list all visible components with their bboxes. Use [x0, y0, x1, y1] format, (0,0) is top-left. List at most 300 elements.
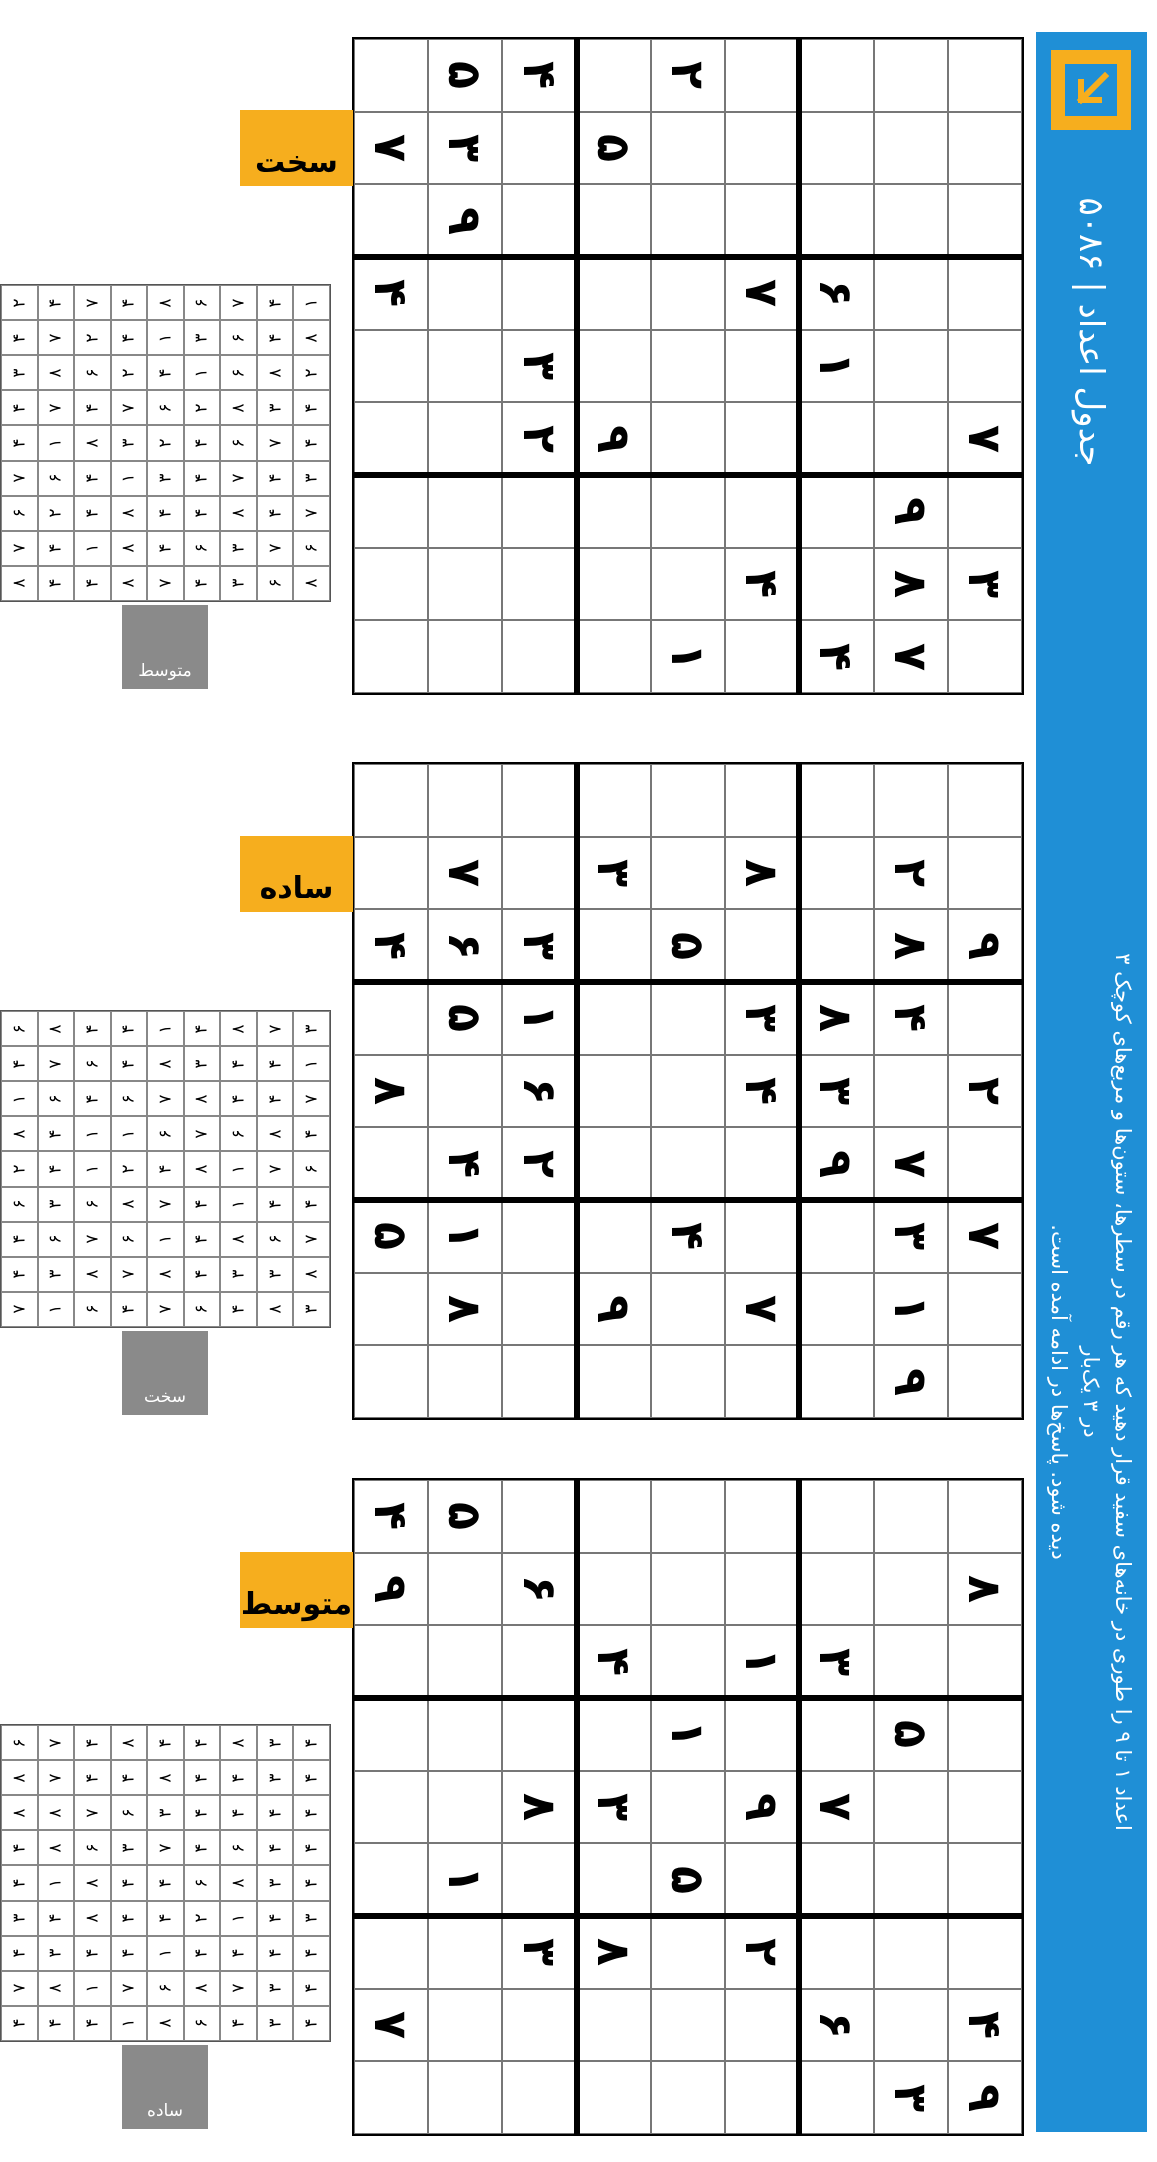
grid-cell[interactable]	[354, 1345, 428, 1418]
grid-cell[interactable]	[428, 1200, 502, 1273]
grid-cell[interactable]	[502, 257, 576, 330]
grid-cell[interactable]	[354, 1989, 428, 2062]
grid-cell[interactable]	[948, 909, 1022, 982]
grid-cell[interactable]	[577, 1771, 651, 1844]
answer-digit: ۱	[82, 1983, 103, 1993]
grid-cell[interactable]	[874, 1200, 948, 1273]
grid-cell[interactable]	[651, 1553, 725, 1626]
grid-cell[interactable]	[799, 1625, 873, 1698]
answer-cell	[147, 1257, 184, 1292]
grid-cell[interactable]	[428, 764, 502, 837]
grid-cell[interactable]	[874, 1480, 948, 1553]
grid-cell[interactable]	[725, 330, 799, 403]
grid-cell[interactable]	[354, 1625, 428, 1698]
grid-cell[interactable]	[651, 1771, 725, 1844]
answer-digit: ۳	[228, 578, 249, 588]
grid-cell[interactable]	[874, 1771, 948, 1844]
answer-digit: ۴	[265, 1094, 286, 1104]
grid-cell[interactable]	[577, 837, 651, 910]
grid-cell[interactable]	[799, 982, 873, 1055]
grid-cell[interactable]	[874, 184, 948, 257]
grid-cell[interactable]	[651, 402, 725, 475]
grid-cell[interactable]	[725, 1055, 799, 1128]
grid-cell[interactable]	[948, 1989, 1022, 2062]
grid-cell[interactable]	[725, 475, 799, 548]
grid-cell[interactable]	[354, 837, 428, 910]
grid-cell[interactable]	[577, 1916, 651, 1989]
grid-cell[interactable]	[577, 184, 651, 257]
grid-cell[interactable]	[577, 1200, 651, 1273]
grid-cell[interactable]	[725, 1200, 799, 1273]
grid-cell[interactable]	[948, 1345, 1022, 1418]
cell-digit: ۷	[883, 1149, 938, 1178]
grid-cell[interactable]	[354, 402, 428, 475]
grid-cell[interactable]	[354, 2061, 428, 2134]
grid-cell[interactable]	[577, 1698, 651, 1771]
grid-cell[interactable]	[651, 2061, 725, 2134]
grid-cell[interactable]	[874, 982, 948, 1055]
grid-cell[interactable]	[428, 1480, 502, 1553]
grid-cell[interactable]	[725, 764, 799, 837]
grid-cell[interactable]	[799, 112, 873, 185]
answer-digit: ۶	[82, 1304, 103, 1314]
grid-cell[interactable]	[502, 982, 576, 1055]
grid-cell[interactable]	[428, 548, 502, 621]
answer-digit: ۲	[45, 508, 66, 518]
grid-cell[interactable]	[874, 1625, 948, 1698]
box-divider	[796, 1480, 802, 2134]
grid-cell[interactable]	[502, 1698, 576, 1771]
grid-cell[interactable]	[428, 1771, 502, 1844]
cell-digit: ۶	[438, 931, 493, 960]
grid-cell[interactable]	[577, 1989, 651, 2062]
answer-cell	[293, 390, 330, 425]
grid-cell[interactable]	[948, 548, 1022, 621]
grid-cell[interactable]	[874, 837, 948, 910]
grid-cell[interactable]	[502, 620, 576, 693]
grid-cell[interactable]	[874, 1916, 948, 1989]
grid-cell[interactable]	[577, 1480, 651, 1553]
grid-cell[interactable]	[354, 1055, 428, 1128]
grid-cell[interactable]	[577, 257, 651, 330]
grid-cell[interactable]	[725, 1273, 799, 1346]
grid-cell[interactable]	[799, 1055, 873, 1128]
answer-digit: ۴	[82, 1948, 103, 1958]
grid-cell[interactable]	[725, 909, 799, 982]
grid-cell[interactable]	[577, 1843, 651, 1916]
answer-digit: ۳	[265, 1878, 286, 1888]
grid-cell[interactable]	[502, 39, 576, 112]
grid-cell[interactable]	[354, 548, 428, 621]
grid-cell[interactable]	[502, 837, 576, 910]
grid-cell[interactable]	[725, 1127, 799, 1200]
grid-cell[interactable]	[651, 909, 725, 982]
grid-cell[interactable]	[725, 2061, 799, 2134]
grid-cell[interactable]	[651, 112, 725, 185]
grid-cell[interactable]	[948, 764, 1022, 837]
grid-cell[interactable]	[725, 1916, 799, 1989]
grid-cell[interactable]	[502, 2061, 576, 2134]
cell-digit: ۷	[957, 424, 1012, 453]
sudoku-grid-easy	[352, 762, 1024, 1420]
answer-digit: ۱	[82, 1164, 103, 1174]
grid-cell[interactable]	[577, 982, 651, 1055]
answer-cell	[293, 1971, 330, 2006]
grid-cell[interactable]	[725, 1553, 799, 1626]
grid-cell[interactable]	[874, 1127, 948, 1200]
grid-cell[interactable]	[428, 1273, 502, 1346]
grid-cell[interactable]	[948, 475, 1022, 548]
grid-cell[interactable]	[725, 402, 799, 475]
grid-cell[interactable]	[799, 1843, 873, 1916]
grid-cell[interactable]	[428, 330, 502, 403]
grid-cell[interactable]	[948, 330, 1022, 403]
grid-cell[interactable]	[948, 1625, 1022, 1698]
grid-cell[interactable]	[948, 402, 1022, 475]
grid-cell[interactable]	[948, 257, 1022, 330]
grid-cell[interactable]	[651, 330, 725, 403]
grid-cell[interactable]	[577, 1273, 651, 1346]
answer-cell	[220, 1257, 257, 1292]
grid-cell[interactable]	[577, 112, 651, 185]
grid-cell[interactable]	[948, 39, 1022, 112]
grid-cell[interactable]	[502, 1989, 576, 2062]
grid-cell[interactable]	[725, 112, 799, 185]
grid-cell[interactable]	[874, 112, 948, 185]
grid-cell[interactable]	[502, 1625, 576, 1698]
grid-cell[interactable]	[651, 257, 725, 330]
grid-cell[interactable]	[874, 909, 948, 982]
grid-cell[interactable]	[725, 1345, 799, 1418]
answer-cell	[293, 1081, 330, 1116]
grid-cell[interactable]	[502, 1553, 576, 1626]
answer-cell	[111, 285, 148, 320]
grid-cell[interactable]	[502, 1480, 576, 1553]
grid-cell[interactable]	[725, 548, 799, 621]
grid-cell[interactable]	[948, 620, 1022, 693]
grid-cell[interactable]	[799, 330, 873, 403]
answer-cell	[293, 1795, 330, 1830]
grid-cell[interactable]	[651, 1625, 725, 1698]
grid-cell[interactable]	[354, 1553, 428, 1626]
grid-cell[interactable]	[874, 620, 948, 693]
grid-cell[interactable]	[799, 402, 873, 475]
answer-cell	[220, 2006, 257, 2041]
cell-digit: ۵	[586, 133, 641, 163]
grid-cell[interactable]	[502, 1200, 576, 1273]
grid-cell[interactable]	[354, 1480, 428, 1553]
answer-cell	[147, 1830, 184, 1865]
grid-cell[interactable]	[577, 1553, 651, 1626]
grid-cell[interactable]	[428, 1055, 502, 1128]
grid-cell[interactable]	[651, 837, 725, 910]
grid-cell[interactable]	[948, 1843, 1022, 1916]
grid-cell[interactable]	[428, 982, 502, 1055]
grid-cell[interactable]	[428, 1698, 502, 1771]
answer-cell	[220, 1901, 257, 1936]
grid-cell[interactable]	[725, 1480, 799, 1553]
grid-cell[interactable]	[799, 1200, 873, 1273]
grid-cell[interactable]	[577, 1055, 651, 1128]
grid-cell[interactable]	[577, 909, 651, 982]
answer-digit: ۶	[9, 1199, 30, 1209]
cell-digit: ۱	[883, 1294, 938, 1324]
grid-cell[interactable]	[651, 1055, 725, 1128]
grid-cell[interactable]	[948, 837, 1022, 910]
answer-cell	[74, 320, 111, 355]
grid-cell[interactable]	[428, 1553, 502, 1626]
grid-cell[interactable]	[354, 982, 428, 1055]
grid-cell[interactable]	[502, 184, 576, 257]
answer-cell	[293, 461, 330, 496]
answer-digit: ۴	[9, 1948, 30, 1958]
grid-cell[interactable]	[799, 39, 873, 112]
grid-cell[interactable]	[502, 1345, 576, 1418]
grid-cell[interactable]	[428, 1625, 502, 1698]
grid-cell[interactable]	[651, 1480, 725, 1553]
answer-cell	[257, 2006, 294, 2041]
grid-cell[interactable]	[502, 112, 576, 185]
grid-cell[interactable]	[428, 1916, 502, 1989]
grid-cell[interactable]	[354, 1127, 428, 1200]
grid-cell[interactable]	[577, 548, 651, 621]
grid-cell[interactable]	[874, 1055, 948, 1128]
grid-cell[interactable]	[428, 402, 502, 475]
grid-cell[interactable]	[428, 909, 502, 982]
grid-cell[interactable]	[874, 1553, 948, 1626]
grid-cell[interactable]	[948, 184, 1022, 257]
grid-cell[interactable]	[799, 837, 873, 910]
grid-cell[interactable]	[651, 1916, 725, 1989]
grid-cell[interactable]	[948, 1200, 1022, 1273]
grid-cell[interactable]	[725, 1989, 799, 2062]
grid-cell[interactable]	[874, 1698, 948, 1771]
grid-cell[interactable]	[428, 620, 502, 693]
grid-cell[interactable]	[948, 1480, 1022, 1553]
grid-cell[interactable]	[799, 909, 873, 982]
grid-cell[interactable]	[502, 330, 576, 403]
grid-cell[interactable]	[651, 1273, 725, 1346]
answer-digit: ۴	[301, 2018, 322, 2028]
grid-cell[interactable]	[874, 257, 948, 330]
grid-cell[interactable]	[874, 1273, 948, 1346]
grid-cell[interactable]	[799, 257, 873, 330]
answer-cell	[111, 1760, 148, 1795]
grid-cell[interactable]	[874, 39, 948, 112]
grid-cell[interactable]	[651, 1127, 725, 1200]
answer-digit: ۶	[228, 333, 249, 343]
grid-cell[interactable]	[799, 620, 873, 693]
grid-cell[interactable]	[725, 1698, 799, 1771]
grid-cell[interactable]	[799, 1127, 873, 1200]
grid-cell[interactable]	[354, 1273, 428, 1346]
grid-cell[interactable]	[799, 1698, 873, 1771]
answer-cell	[147, 1292, 184, 1327]
grid-cell[interactable]	[725, 982, 799, 1055]
answer-cell	[111, 390, 148, 425]
answer-cell	[38, 461, 75, 496]
grid-cell[interactable]	[948, 1553, 1022, 1626]
grid-cell[interactable]	[428, 837, 502, 910]
answer-digit: ۴	[228, 2018, 249, 2028]
grid-cell[interactable]	[799, 1480, 873, 1553]
answer-digit: ۴	[82, 1773, 103, 1783]
grid-cell[interactable]	[725, 1625, 799, 1698]
grid-cell[interactable]	[428, 1843, 502, 1916]
grid-cell[interactable]	[577, 402, 651, 475]
grid-cell[interactable]	[502, 475, 576, 548]
grid-cell[interactable]	[354, 1916, 428, 1989]
grid-cell[interactable]	[874, 475, 948, 548]
grid-cell[interactable]	[725, 184, 799, 257]
grid-cell[interactable]	[799, 764, 873, 837]
grid-cell[interactable]	[354, 330, 428, 403]
grid-cell[interactable]	[577, 1127, 651, 1200]
grid-cell[interactable]	[354, 1771, 428, 1844]
grid-cell[interactable]	[799, 1345, 873, 1418]
grid-cell[interactable]	[502, 1127, 576, 1200]
grid-cell[interactable]	[577, 1625, 651, 1698]
grid-cell[interactable]	[725, 39, 799, 112]
grid-cell[interactable]	[948, 1055, 1022, 1128]
answer-key-label-text: ساده	[147, 2101, 183, 2121]
grid-cell[interactable]	[651, 764, 725, 837]
grid-cell[interactable]	[577, 39, 651, 112]
grid-cell[interactable]	[577, 2061, 651, 2134]
grid-cell[interactable]	[948, 982, 1022, 1055]
grid-cell[interactable]	[874, 1989, 948, 2062]
grid-cell[interactable]	[502, 1055, 576, 1128]
grid-cell[interactable]	[502, 1843, 576, 1916]
grid-cell[interactable]	[948, 1273, 1022, 1346]
grid-cell[interactable]	[354, 39, 428, 112]
grid-cell[interactable]	[428, 257, 502, 330]
grid-cell[interactable]	[354, 909, 428, 982]
grid-cell[interactable]	[725, 837, 799, 910]
answer-cell	[293, 1222, 330, 1257]
grid-cell[interactable]	[428, 1345, 502, 1418]
grid-cell[interactable]	[874, 1345, 948, 1418]
answer-cell	[220, 390, 257, 425]
cell-digit: ۵	[883, 1720, 938, 1749]
answer-digit: ۴	[155, 543, 176, 553]
answer-digit: ۳	[265, 1737, 286, 1748]
grid-cell[interactable]	[354, 184, 428, 257]
grid-cell[interactable]	[354, 475, 428, 548]
grid-cell[interactable]	[354, 764, 428, 837]
answer-cell	[38, 1222, 75, 1257]
grid-cell[interactable]	[502, 402, 576, 475]
grid-cell[interactable]	[428, 39, 502, 112]
grid-cell[interactable]	[354, 112, 428, 185]
grid-cell[interactable]	[725, 257, 799, 330]
grid-cell[interactable]	[874, 330, 948, 403]
grid-cell[interactable]	[502, 909, 576, 982]
grid-cell[interactable]	[799, 1989, 873, 2062]
grid-cell[interactable]	[651, 184, 725, 257]
answer-digit: ۴	[301, 1983, 322, 1993]
grid-cell[interactable]	[502, 1916, 576, 1989]
grid-cell[interactable]	[725, 1771, 799, 1844]
grid-cell[interactable]	[948, 1127, 1022, 1200]
grid-cell[interactable]	[799, 548, 873, 621]
grid-cell[interactable]	[577, 330, 651, 403]
grid-cell[interactable]	[651, 1200, 725, 1273]
grid-cell[interactable]	[651, 1345, 725, 1418]
grid-cell[interactable]	[651, 982, 725, 1055]
grid-cell[interactable]	[502, 548, 576, 621]
grid-cell[interactable]	[948, 1916, 1022, 1989]
grid-cell[interactable]	[428, 184, 502, 257]
grid-cell[interactable]	[651, 620, 725, 693]
grid-cell[interactable]	[948, 112, 1022, 185]
answer-cell	[1, 1116, 38, 1151]
grid-cell[interactable]	[354, 257, 428, 330]
answer-cell	[293, 2006, 330, 2041]
grid-cell[interactable]	[725, 1843, 799, 1916]
grid-cell[interactable]	[577, 1345, 651, 1418]
grid-cell[interactable]	[428, 1989, 502, 2062]
grid-cell[interactable]	[354, 620, 428, 693]
grid-cell[interactable]	[502, 1771, 576, 1844]
grid-cell[interactable]	[428, 2061, 502, 2134]
grid-cell[interactable]	[948, 2061, 1022, 2134]
grid-cell[interactable]	[874, 2061, 948, 2134]
grid-cell[interactable]	[651, 475, 725, 548]
grid-cell[interactable]	[948, 1698, 1022, 1771]
grid-cell[interactable]	[354, 1200, 428, 1273]
grid-cell[interactable]	[948, 1771, 1022, 1844]
grid-cell[interactable]	[428, 112, 502, 185]
grid-cell[interactable]	[799, 475, 873, 548]
answer-digit: ۴	[82, 1094, 103, 1104]
answer-cell	[220, 1725, 257, 1760]
grid-cell[interactable]	[799, 1771, 873, 1844]
grid-cell[interactable]	[428, 475, 502, 548]
answer-cell	[220, 1116, 257, 1151]
answer-digit: ۳	[118, 438, 139, 448]
grid-cell[interactable]	[874, 764, 948, 837]
grid-cell[interactable]	[354, 1843, 428, 1916]
grid-cell[interactable]	[799, 1273, 873, 1346]
grid-cell[interactable]	[799, 1553, 873, 1626]
grid-cell[interactable]	[502, 1273, 576, 1346]
grid-cell[interactable]	[354, 1698, 428, 1771]
grid-cell[interactable]	[799, 184, 873, 257]
grid-cell[interactable]	[725, 620, 799, 693]
grid-cell[interactable]	[799, 2061, 873, 2134]
answer-cell	[147, 1011, 184, 1046]
grid-cell[interactable]	[799, 1916, 873, 1989]
grid-cell[interactable]	[874, 402, 948, 475]
grid-cell[interactable]	[651, 1989, 725, 2062]
grid-cell[interactable]	[651, 1698, 725, 1771]
answer-cell	[38, 425, 75, 460]
answer-cell	[184, 1760, 221, 1795]
answer-digit: ۶	[155, 1983, 176, 1993]
grid-cell[interactable]	[428, 1127, 502, 1200]
grid-cell[interactable]	[577, 475, 651, 548]
grid-cell[interactable]	[502, 764, 576, 837]
answer-digit: ۱	[228, 1199, 249, 1209]
grid-cell[interactable]	[577, 620, 651, 693]
grid-cell[interactable]	[874, 1843, 948, 1916]
grid-cell[interactable]	[651, 548, 725, 621]
grid-cell[interactable]	[874, 548, 948, 621]
grid-cell[interactable]	[577, 764, 651, 837]
grid-cell[interactable]	[651, 1843, 725, 1916]
grid-cell[interactable]	[651, 39, 725, 112]
